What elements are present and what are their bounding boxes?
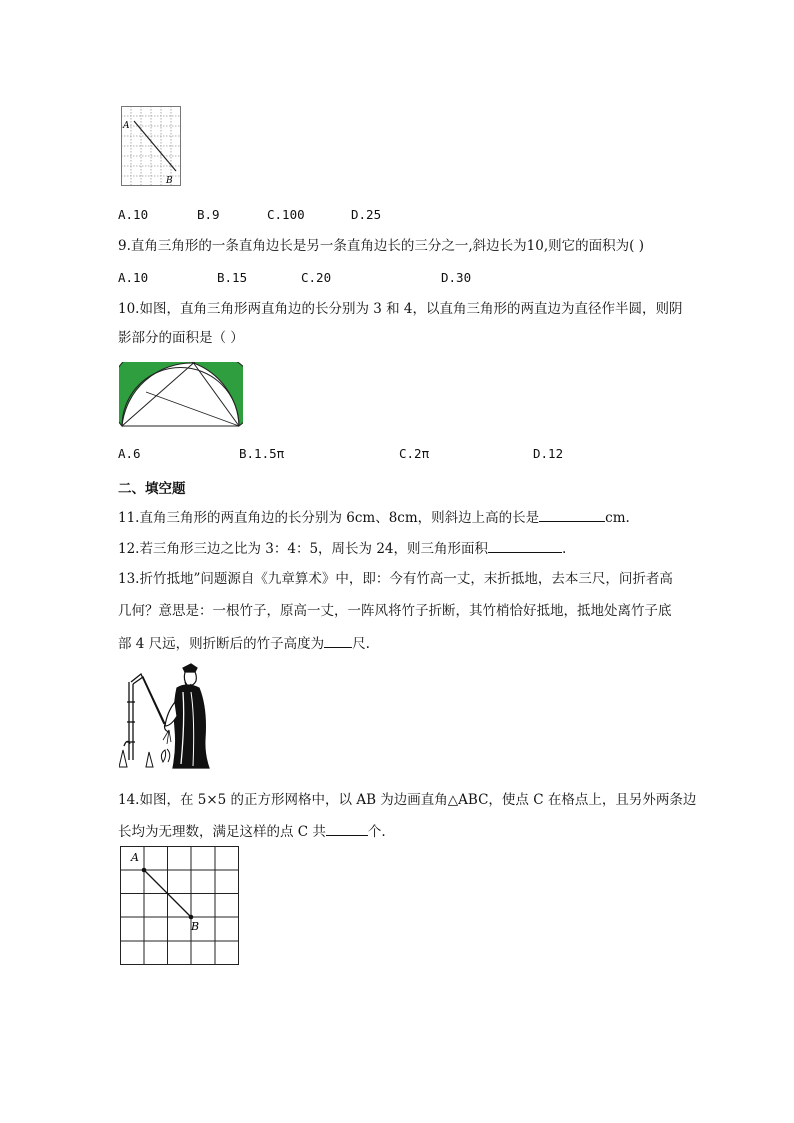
q9-option-d: D.30: [441, 270, 472, 285]
q10-line-2: 影部分的面积是（ ）: [118, 330, 244, 346]
q14-label-a: A: [131, 851, 139, 864]
q12-text-after: .: [562, 541, 567, 557]
q8-option-b: B.9: [197, 207, 220, 222]
q13-line-3: [118, 634, 370, 653]
q13-line-1: 13.折竹抵地”问题源自《九章算术》中，即：今有竹高一丈，末折抵地，去本三尺，问折者高: [118, 571, 673, 587]
q8-option-c: C.100: [267, 207, 305, 222]
q13-text-after: 尺.: [352, 636, 370, 652]
q14-point-a: [142, 868, 147, 873]
section-heading-fill-in: 二、填空题: [118, 481, 186, 497]
q14-grid-figure: [120, 846, 240, 966]
q9-text: 9.直角三角形的一条直角边长是另一条直角边长的三分之一,斜边长为10,则它的面积为( ): [118, 238, 644, 254]
q13-answer-blank: [324, 634, 352, 648]
q14-line-2: [118, 822, 386, 841]
q14-answer-blank: [326, 822, 368, 836]
q12-answer-blank: [488, 539, 562, 553]
q14-label-b: B: [191, 920, 200, 933]
q12-text-before: 12.若三角形三边之比为 3：4：5，周长为 24，则三角形面积: [118, 541, 488, 557]
q14-text-after: 个.: [367, 824, 386, 840]
q11-answer-blank: [539, 508, 605, 522]
q9-option-c: C.20: [301, 270, 332, 285]
q10-lune-figure: [119, 362, 243, 430]
q10-option-a: A.6: [118, 446, 141, 461]
q13-line-2: 几何？意思是：一根竹子，原高一丈，一阵风将竹子折断，其竹梢恰好抵地，抵地处离竹子底: [118, 603, 672, 619]
q9-option-a: A.10: [118, 270, 149, 285]
q10-left-lune: [119, 362, 194, 426]
q10-option-c: C.2π: [399, 446, 430, 461]
q11-text-before: 11.直角三角形的两直角边的长分别为 6cm、8cm，则斜边上高的长是: [118, 510, 540, 526]
q10-line-1: 10.如图，直角三角形两直角边的长分别为 3 和 4，以直角三角形的两直边为直径作半圆，则阴: [118, 301, 683, 317]
q9-option-b: B.15: [217, 270, 248, 285]
q10-option-d: D.12: [533, 446, 564, 461]
q8-grid-figure: [121, 106, 181, 186]
q8-label-b: B: [166, 176, 173, 186]
q14-text-before: 长均为无理数，满足这样的点 C 共: [118, 824, 326, 840]
q8-option-a: A.10: [118, 207, 149, 222]
q12-text: [118, 539, 566, 558]
q14-line-1: 14.如图，在 5×5 的正方形网格中，以 AB 为边画直角△ABC，使点 C 在格点上，且另外两条边: [118, 792, 697, 808]
q13-text-before: 部 4 尺远，则折断后的竹子高度为: [118, 636, 325, 652]
q10-option-b: B.1.5π: [239, 446, 285, 461]
q10-right-lune: [194, 362, 244, 426]
q11-text: [118, 508, 630, 527]
q14-point-b: [189, 915, 194, 920]
q13-bamboo-illustration: [119, 662, 215, 772]
q8-option-d: D.25: [351, 207, 382, 222]
q8-label-a: A: [123, 121, 130, 131]
q11-text-after: cm.: [605, 510, 630, 526]
